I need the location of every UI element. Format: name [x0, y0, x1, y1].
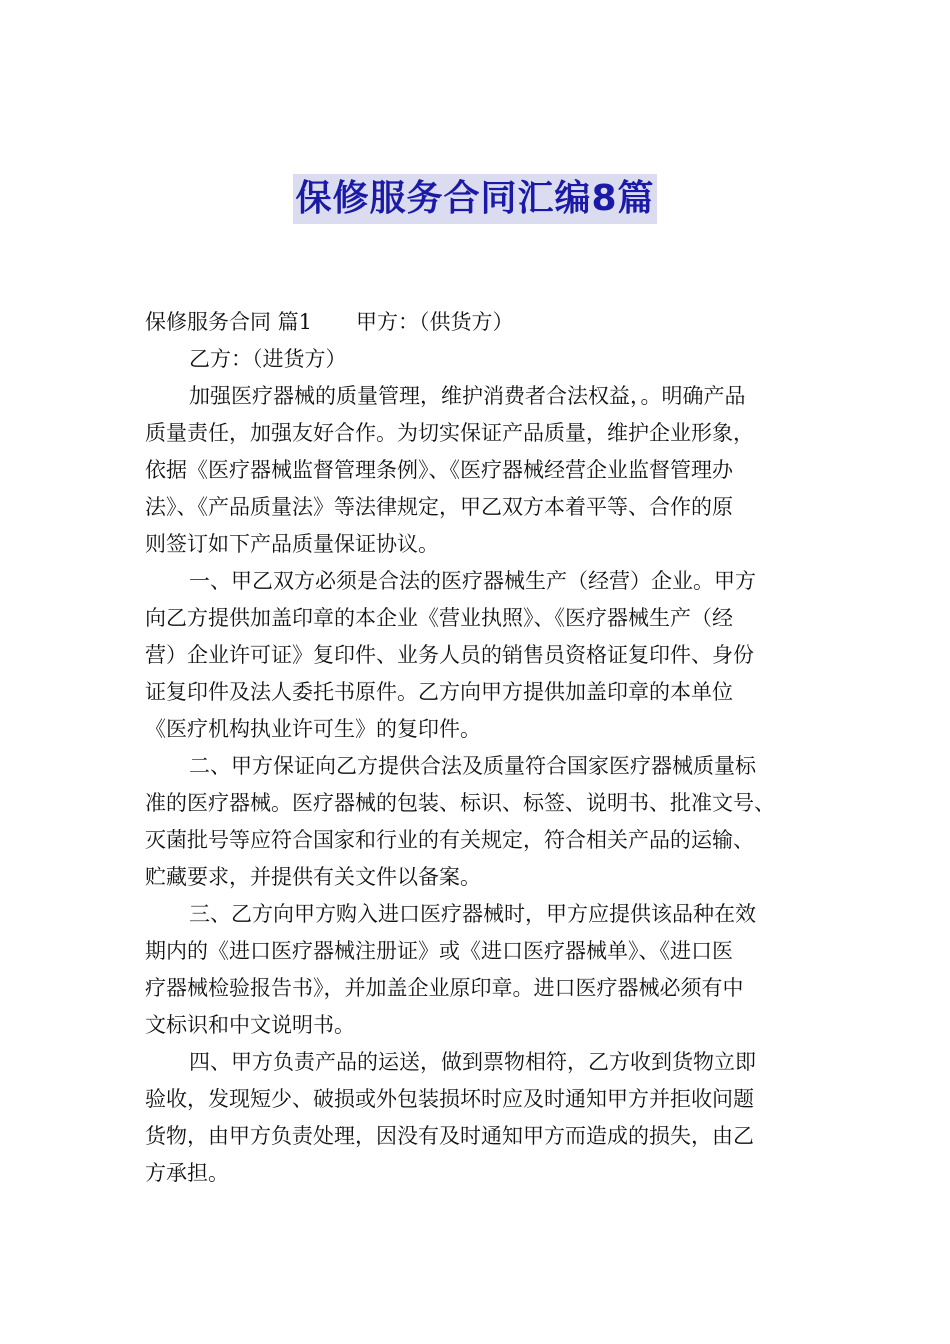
- paragraph-line: 疗器械检验报告书》，并加盖企业原印章。进口医疗器械必须有中: [145, 976, 744, 1000]
- title-wrap: [0, 174, 950, 224]
- paragraph-line: 加强医疗器械的质量管理，维护消费者合法权益，。明确产品: [189, 384, 746, 408]
- paragraph-line: 二、甲方保证向乙方提供合法及质量符合国家医疗器械质量标: [189, 754, 756, 778]
- paragraph-line: 三、乙方向甲方购入进口医疗器械时，甲方应提供该品种在效: [189, 902, 756, 926]
- paragraph-line: 一、甲乙双方必须是合法的医疗器械生产（经营）企业。甲方: [189, 569, 756, 593]
- heading-line: [145, 304, 807, 341]
- paragraph-line: 灭菌批号等应符合国家和行业的有关规定，符合相关产品的运输、: [145, 828, 754, 852]
- paragraph-line: 质量责任，加强友好合作。为切实保证产品质量，维护企业形象，: [145, 421, 754, 445]
- section-heading: 保修服务合同 篇1: [145, 310, 313, 334]
- paragraph-line: 《医疗机构执业许可生》的复印件。: [145, 717, 481, 741]
- party-a-label: 甲方：（供货方）: [356, 310, 514, 334]
- paragraph-line: 营）企业许可证》复印件、业务人员的销售员资格证复印件、身份: [145, 643, 754, 667]
- paragraph-line: 方承担。: [145, 1161, 229, 1185]
- paragraph-line: 四、甲方负责产品的运送，做到票物相符，乙方收到货物立即: [189, 1050, 756, 1074]
- paragraph-line: 法》、《产品质量法》等法律规定，甲乙双方本着平等、合作的原: [145, 495, 733, 519]
- paragraph-line: 依据《医疗器械监督管理条例》、《医疗器械经营企业监督管理办: [145, 458, 733, 482]
- document-body: [145, 304, 807, 1192]
- paragraph-line: 文标识和中文说明书。: [145, 1013, 355, 1037]
- paragraph-line: 货物，由甲方负责处理，因没有及时通知甲方而造成的损失，由乙: [145, 1124, 754, 1148]
- paragraph-line: 证复印件及法人委托书原件。乙方向甲方提供加盖印章的本单位: [145, 680, 733, 704]
- paragraph-line: 准的医疗器械。医疗器械的包装、标识、标签、说明书、批准文号、: [145, 791, 775, 815]
- paragraph-line: 验收，发现短少、破损或外包装损坏时应及时通知甲方并拒收问题: [145, 1087, 754, 1111]
- paragraph-line: 贮藏要求，并提供有关文件以备案。: [145, 865, 481, 889]
- paragraph-line: 乙方：（进货方）: [189, 347, 347, 371]
- paragraph-line: 向乙方提供加盖印章的本企业《营业执照》、《医疗器械生产（经: [145, 606, 733, 630]
- paragraph-line: 则签订如下产品质量保证协议。: [145, 532, 439, 556]
- document-title: 保修服务合同汇编8篇: [293, 174, 656, 224]
- paragraph-line: 期内的《进口医疗器械注册证》或《进口医疗器械单》、《进口医: [145, 939, 733, 963]
